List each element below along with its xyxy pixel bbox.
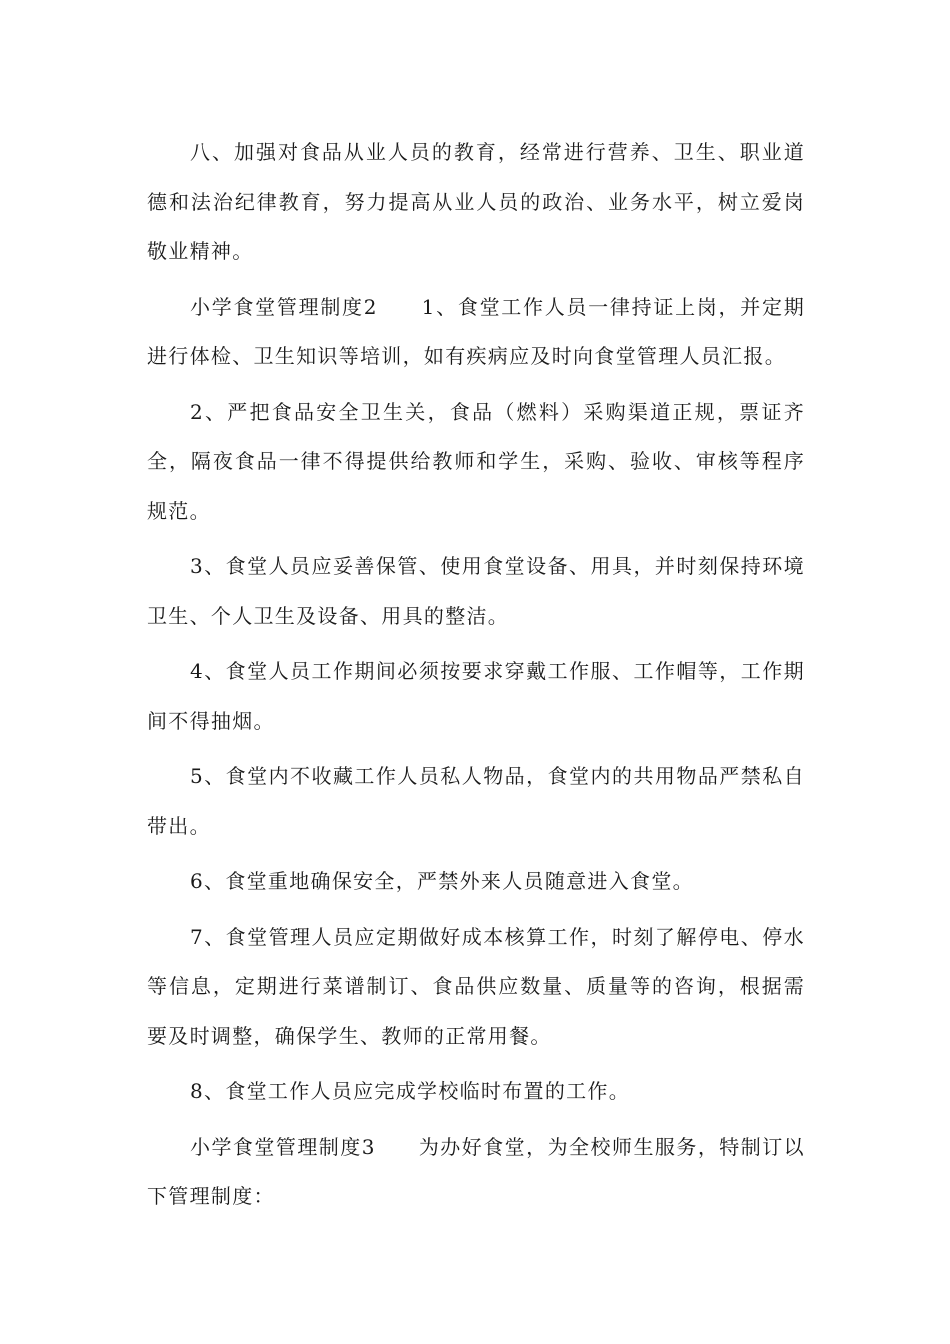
paragraph-item3-equipment: 3、食堂人员应妥善保管、使用食堂设备、用具，并时刻保持环境卫生、个人卫生及设备、用具的整洁。: [147, 554, 805, 628]
paragraph-system3-intro: 小学食堂管理制度3 为办好食堂，为全校师生服务，特制订以下管理制度：: [147, 1134, 805, 1208]
document-body: [147, 128, 805, 1228]
paragraph-item5-belongings: 5、食堂内不收藏工作人员私人物品，食堂内的共用物品严禁私自带出。: [147, 764, 805, 838]
paragraph-item4-uniform: 4、食堂人员工作期间必须按要求穿戴工作服、工作帽等，工作期间不得抽烟。: [147, 659, 805, 733]
paragraph-item6-security: 6、食堂重地确保安全，严禁外来人员随意进入食堂。: [190, 869, 694, 893]
paragraph-item8-temporary-work: 8、食堂工作人员应完成学校临时布置的工作。: [190, 1079, 631, 1103]
paragraph-system2-item1: 小学食堂管理制度2 1、食堂工作人员一律持证上岗，并定期进行体检、卫生知识等培训，如有疾病应及时向食堂管理人员汇报。: [147, 294, 805, 368]
paragraph-item2-food-safety: 2、严把食品安全卫生关，食品（燃料）采购渠道正规，票证齐全，隔夜食品一律不得提供给教师和学生，采购、验收、审核等程序规范。: [147, 399, 805, 523]
paragraph-8-staff-education: 八、加强对食品从业人员的教育，经常进行营养、卫生、职业道德和法治纪律教育，努力提高从业人员的政治、业务水平，树立爱岗敬业精神。: [147, 140, 805, 263]
paragraph-item7-cost-accounting: 7、食堂管理人员应定期做好成本核算工作，时刻了解停电、停水等信息，定期进行菜谱制订、食品供应数量、质量等的咨询，根据需要及时调整，确保学生、教师的正常用餐。: [147, 924, 805, 1048]
